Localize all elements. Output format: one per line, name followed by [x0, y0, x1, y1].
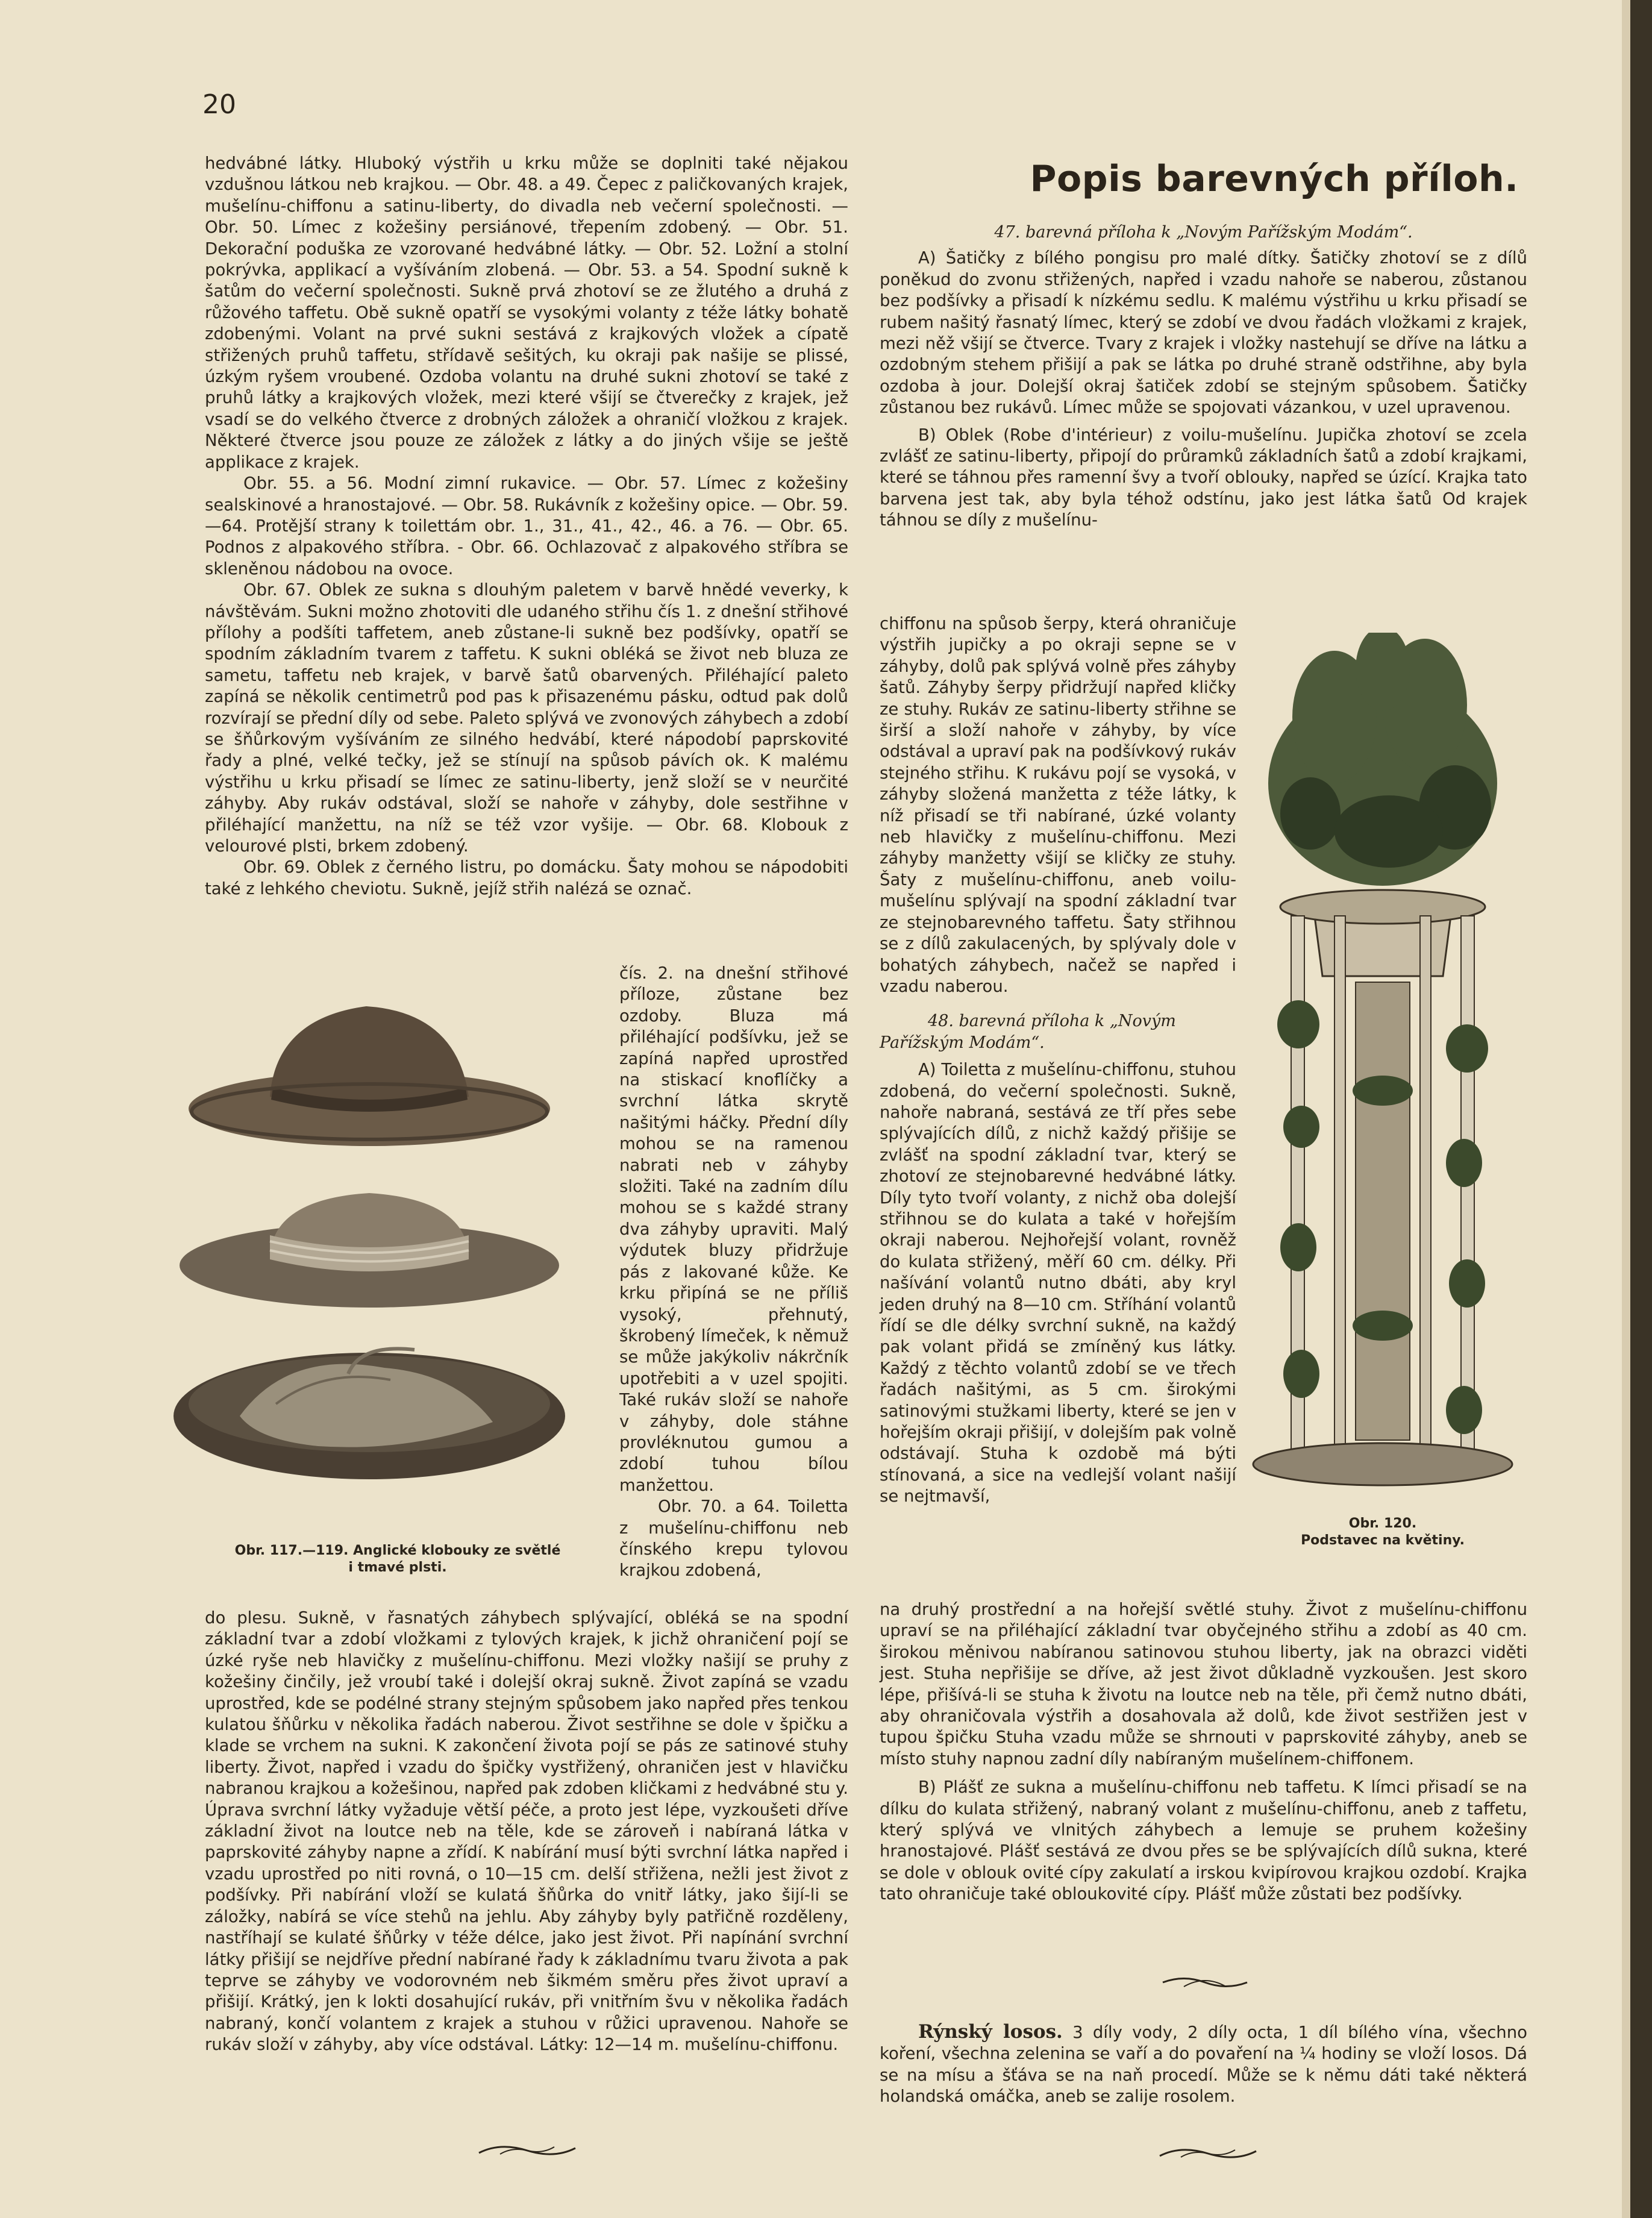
- paragraph-48A-full: na druhý prostřední a na hořejší světlé stuhy. Život z mušelínu-chiffonu upraví se na přiléhající základní tvar obyčejného střihu a zdobí as 40 cm. širokou měnivou nabíranou satinovou stuhou liberty, jak na obrazci viděti jest. Stuha nepřišije se dříve, až jest život důkladně vyzkoušen. Jest skoro lépe, přišívá-li se stuha k životu na loutce neb na těle, při čemž nutno dbáti, aby ohraničovala výstřih a dosahovala až dolů, kde život sestřižen jest v tupou špičku Stuha vzadu může se shrnouti v paprskovité záhyby, aneb se místo stuhy napnou zadní díly nabíraným mušelínem-chiffonem.: [880, 1600, 1527, 1768]
- section-47-title: 47. barevná příloha k „Novým Pařížským Modám“.: [994, 223, 1413, 242]
- left-narrow-column: [619, 963, 848, 1582]
- paragraph-47B-narrow: chiffonu na spůsob šerpy, která ohraničuje výstřih jupičky a po okraji sepne se v záhyby, dolů pak splývá volně přes záhyby šatů. Záhyby šerpy přidržují napřed kličky ze stuhy. Rukáv ze satinu-liberty střihne se širší a složí nahoře v záhyby, by více odstával a upraví pak na podšívkový rukáv stejného střihu. K rukávu pojí se vysoká, v záhyby složená manžetta z téže látky, k níž přisadí se tři nabírané, úzké volanty neb hlavičky z mušelínu-chiffonu. Mezi záhyby manžetty všijí se kličky ze stuhy. Šaty z mušelínu-chiffonu, aneb voilu-mušelínu splývají na spodní základní tvar ze stejnobarevného taffetu. Šaty střihnou se z dílů zakulacených, by splývaly dole v bohatých záhybech, načež se napřed i vzadu naberou.: [880, 614, 1236, 996]
- right-column-bottom: [880, 1599, 1527, 1905]
- left-column-bottom: [205, 1608, 848, 2056]
- ornament-right-middle: [1160, 1973, 1250, 1991]
- section-48-title-line2: Pařížským Modám“.: [880, 1033, 1045, 1052]
- recipe-block: [880, 2022, 1527, 2108]
- paragraph-fig70-narrow: Obr. 70. a 64. Toiletta z mušelínu-chiffonu neb čínského krepu tylovou krajkou zdobená,: [619, 1497, 848, 1580]
- hats-caption-line1: Obr. 117.—119. Anglické klobouky ze světlé: [234, 1543, 561, 1558]
- flower-stand-caption-line2: Podstavec na květiny.: [1301, 1533, 1465, 1548]
- page-edge-light: [1622, 0, 1630, 2218]
- paragraph-48A-narrow: A) Toiletta z mušelínu-chiffonu, stuhou zdobená, do večerní společnosti. Sukně, nahoře nabraná, sestává ze tří přes sebe splývajících dílů, z nichž každý přišije se zvlášť na spodní základní tvar, který se zhotoví ze stejnobarevné hedvábné látky. Díly tyto tvoří volanty, z nichž oba dolejší střihnou se do kulata a také v hořejším okraji naberou. Nejhořejší volant, rovněž do kulata střižený, měří 60 cm. délky. Při našívání volantů nutno dbáti, aby kryl jeden druhý na 8—10 cm. Stříhání volantů řídí se dle délky svrchní sukně, na každý pak volant přidá se zmíněný kus látky. Každý z těchto volantů zdobí se ve třech řadách našitými, as 5 cm. širokými satinovými stužkami liberty, které se jen v hořejším okraji přišijí, v dolejším pak volně odstávají. Stuha k ozdobě má býti stínovaná, a sice na vedlejší volant našijí se nejtmavší,: [880, 1060, 1236, 1506]
- paragraph-fig48-54: hedvábné látky. Hluboký výstřih u krku může se doplniti také nějakou vzdušnou látkou neb krajkou. — Obr. 48. a 49. Čepec z paličkovaných krajek, mušelínu-chiffonu a satinu-liberty, do divadla neb večerní společnosti. — Obr. 50. Límec z kožešiny persiánové, třepením zdobený. — Obr. 51. Dekorační poduška ze vzorované hedvábné látky. — Obr. 52. Ložní a stolní pokrývka, applikací a vyšíváním zlobená. — Obr. 53. a 54. Spodní sukně k šatům do večerní společnosti. Sukně prvá zhotoví se ze žlutého a druhá z růžového taffetu. Obě sukně opatří se vysokými volanty z téže látky bohatě zdobenými. Volant na prvé sukni sestává z krajkových vložek a cípatě střižených pruhů taffetu, střídavě sešitých, ku okraji pak našije se plissé, úzkým ryšem vroubené. Ozdoba volantu na druhé sukni zhotoví se také z pruhů látky a krajkových vložek, mezi které všijí se čtverečky z krajek, jež vsadí se do velkého čtverce z drobných záložek a ohraničí vložkou z krajek. Některé čtverce jsou pouze ze záložek z látky a do jiných všije se ještě applikace z krajek.: [205, 154, 848, 472]
- page-edge-dark: [1630, 0, 1652, 2218]
- ornament-right-bottom: [1157, 2145, 1259, 2162]
- right-narrow-column: [880, 613, 1236, 1508]
- flower-stand-illustration: [1244, 633, 1521, 1500]
- section-heading: Popis barevných příloh.: [1030, 158, 1519, 200]
- left-column-top: [205, 153, 848, 900]
- hats-illustration: [167, 982, 571, 1561]
- paragraph-48B: B) Plášť ze sukna a mušelínu-chiffonu neb taffetu. K límci přisadí se na dílku do kulata střižený, nabraný volant z mušelínu-chiffonu, aneb z taffetu, který splývá ve vlnitých záhybech a lemuje se pruhem kožešiny hranostajové. Plášť sestává ze dvou přes se be splývajících dílů sukna, které se dole v oblouk ovité cípy zakulatí a irskou kvipírovou krajkou ozdobí. Krajka tato ohraničuje také obloukovité cípy. Plášť může zůstati bez podšívky.: [880, 1778, 1527, 1904]
- flower-stand-caption-line1: Obr. 120.: [1348, 1516, 1417, 1531]
- recipe-text: 3 díly vody, 2 díly octa, 1 díl bílého vína, všechno koření, všechna zelenina se vaří a do povaření na ¼ hodiny se vloží losos. Dá se na mísu a šťáva se na naň procedí. Může se k němu dáti také některá holandská omáčka, aneb se zalije rosolem.: [880, 2023, 1527, 2107]
- hats-caption-line2: i tmavé plsti.: [348, 1560, 447, 1575]
- paragraph-47A: A) Šatičky z bílého pongisu pro malé dítky. Šatičky zhotoví se z dílů poněkud do zvonu střižených, napřed i vzadu nahoře se naberou, zůstanou bez podšívky a přisadí k nízkému sedlu. K malému výstřihu u krku přisadí se rubem našitý řasnatý límec, který se zdobí ve dvou řadách vložkami z krajek, mezi něž všijí se čtverce. Tvary z krajek i vložky nastehují se dříve na látku a ozdobným stehem přišijí a pak se látka po druhé straně odstřihne, aby byla ozdoba à jour. Dolejší okraj šatiček zdobí se stejným spůsobem. Šatičky zůstanou bez rukávů. Límec může se spojovati vázankou, v uzel upravenou.: [880, 248, 1527, 418]
- section-48-title-line1: 48. barevná příloha k „Novým: [928, 1012, 1176, 1031]
- recipe-paragraph: [880, 2022, 1527, 2108]
- paragraph-fig70-body: do plesu. Sukně, v řasnatých záhybech splývající, obléká se na spodní základní tvar a zdobí vložkami z tylových krajek, k jichž ohraničení pojí se úzké ryše neb hlavičky z mušelínu-chiffonu. Mezi vložky našijí se pruhy z kožešiny činčily, jež vroubí také i dolejší okraj sukně. Život zapíná se vzadu uprostřed, kde se podélné strany stejným spůsobem jako napřed přes tenkou kulatou šňůrku v několika řadách naberou. Život sestřihne se dole v špičku a klade se vrchem na sukni. K zakončení života pojí se pás ze satinové stuhy liberty. Život, napřed i vzadu do špičky vystřižený, ohraničen jest v hlavičku nabranou krajkou a kožešinou, napřed pak zdoben kličkami z hedvábné stu y. Úprava svrchní látky vyžaduje větší péče, a proto jest lépe, vyzkoušeti dříve základní život na loutce neb na těle, kde se zároveň i nabíraná látka v paprskovité záhyby napne a zřídí. K nabírání musí býti svrchní látka napřed i vzadu uprostřed po niti rovná, o 10—15 cm. delší střižena, nežli jest život z podšívky. Při nabírání vloží se kulatá šňůrka do vnitř látky, jako šijí-li se záložky, nabírá se více stehů na jehlu. Aby záhyby byly patřičně rozděleny, nastříhají se kulaté šňůrky v téže délce, jako jest život. Při napínání svrchní látky přišijí se nejdříve přední nabírané řady k základnímu tvaru života a pak teprve se záhyby ve vodorovném neb šikmém směru přes život upraví a přišijí. Krátký, jen k lokti dosahující rukáv, při vnitřním švu v několika řadách nabraný, končí volantem z krajek a stuhou v růžici upravenou. Nahoře se rukáv složí v záhyby, aby více odstával. Látky: 12—14 m. mušelínu-chiffonu.: [205, 1608, 848, 2055]
- right-column-top: [880, 222, 1527, 531]
- paragraph-fig55-66: Obr. 55. a 56. Modní zimní rukavice. — Obr. 57. Límec z kožešiny sealskinové a hranostajové. — Obr. 58. Rukávník z kožešiny opice. — Obr. 59.—64. Protější strany k toilettám obr. 1., 31., 41., 42., 46. a 76. — Obr. 65. Podnos z alpakového stříbra. - Obr. 66. Ochlazovač z alpakového stříbra se skleněnou nádobou na ovoce.: [205, 474, 848, 578]
- recipe-title: Rýnský losos.: [918, 2021, 1063, 2043]
- paragraph-fig69-narrow: čís. 2. na dnešní střihové příloze, zůstane bez ozdoby. Bluza má přiléhající podšívku, jež se zapíná napřed uprostřed na stiskací knoflíčky a svrchní látka skrytě našitými háčky. Přední díly mohou se na ramenou nabrati neb v záhyby složiti. Také na zadním dílu mohou se s každé strany dva záhyby upraviti. Malý výdutek bluzy přidržuje pás z lakované kůže. Ke krku připíná se ne příliš vysoký, přehnutý, škrobený límeček, k němuž se může jakýkoliv nákrčník upotřebiti a v uzel spojiti. Také rukáv složí se nahoře v záhyby, dole stáhne provléknutou gumou a zdobí tuhou bílou manžettou.: [619, 963, 848, 1495]
- ornament-left: [476, 2142, 578, 2159]
- paragraph-47B-full: B) Oblek (Robe d'intérieur) z voilu-mušelínu. Jupička zhotoví se zcela zvlášť ze satinu-liberty, připojí do průramků základních šatů a zdobí krajkami, které se táhnou přes ramenní švy a tvoří oblouky, napřed se úzící. Krajka tato barvena jest tak, aby byla téhož odstínu, jako jest látka šatů Od krajek táhnou se díly z mušelínu-: [880, 425, 1527, 530]
- flower-stand-caption: [1241, 1515, 1524, 1549]
- paragraph-fig69-intro: Obr. 69. Oblek z černého listru, po domácku. Šaty mohou se nápodobiti také z lehkého cheviotu. Sukně, jejíž střih nalézá se označ.: [205, 857, 848, 898]
- page-number: 20: [202, 89, 236, 120]
- hats-caption: [199, 1543, 596, 1576]
- paragraph-fig67-68: Obr. 67. Oblek ze sukna s dlouhým paletem v barvě hnědé veverky, k návštěvám. Sukni možno zhotoviti dle udaného střihu čís 1. z dnešní střihové přílohy a podšíti taffetem, aneb zůstane-li sukně bez podšívky, opatří se spodním základním tvarem z taffetu. K sukni obléká se život neb bluza ze sametu, taffetu neb krajek, v barvě šatů obarvených. Přiléhající paleto zapíná se několik centimetrů pod pas k přisazenému pásku, odtud pak dolů rozvírají se přední díly od sebe. Paleto splývá ve zvonových záhybech a zdobí se šňůrkovým vyšíváním ze silného hedvábí, které nápodobí paprskovité řady a plné, velké tečky, jež se stínují na spůsob pávích ok. K malému výstřihu u krku přisadí se límec ze satinu-liberty, jenž složí se v neurčité záhyby. Aby rukáv odstával, složí se nahoře v záhyby, dole sestřihne v přiléhající manžettu, na níž se též vzor vyšije. — Obr. 68. Klobouk z velourové plsti, brkem zdobený.: [205, 580, 848, 856]
